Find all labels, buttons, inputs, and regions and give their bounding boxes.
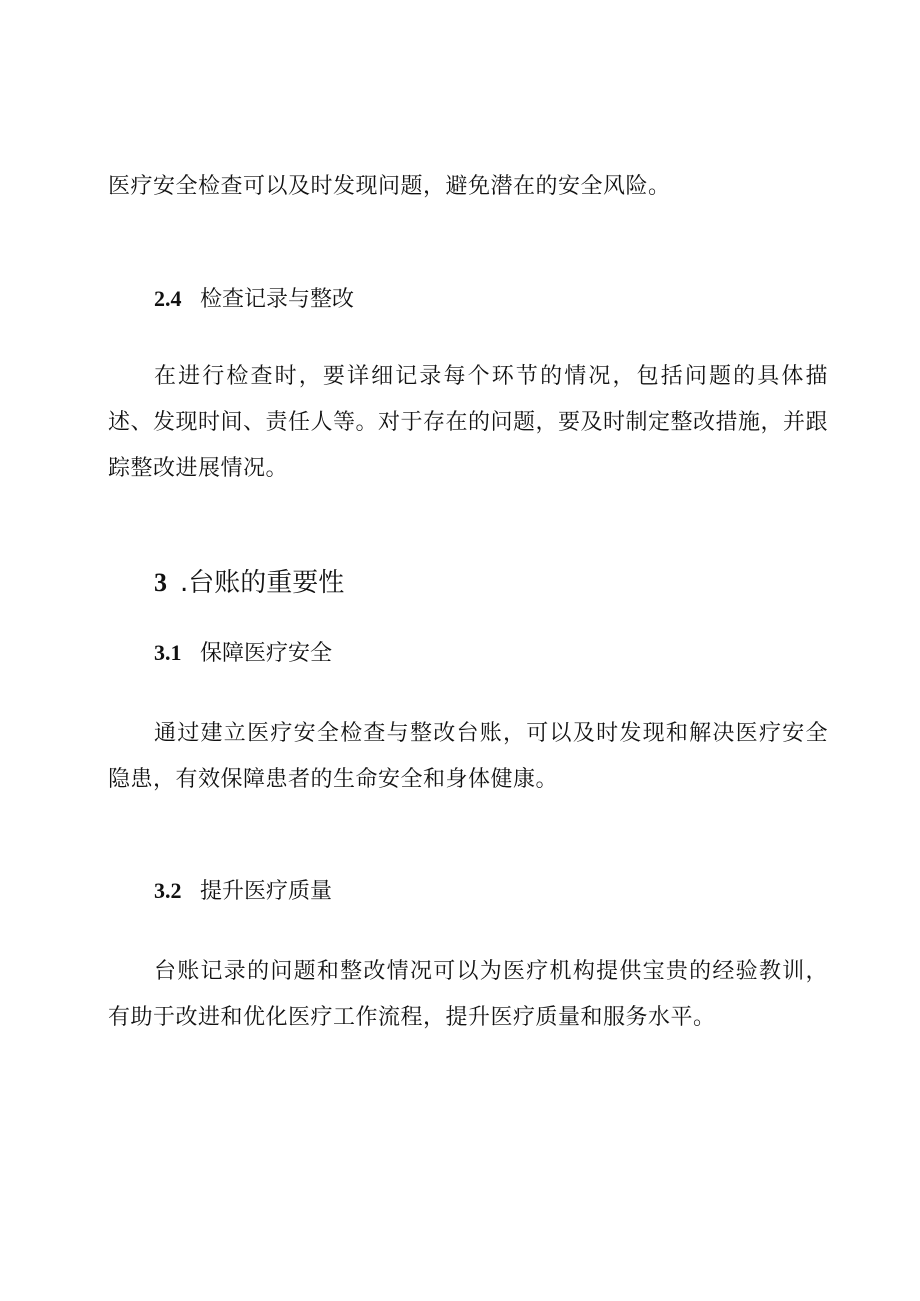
- section-number: 3.1: [154, 640, 182, 665]
- section-title: 检查记录与整改: [200, 287, 355, 312]
- section-title: 保障医疗安全: [200, 641, 333, 666]
- chapter-title: .台账的重要性: [180, 568, 345, 598]
- section-3-2-paragraph: 台账记录的问题和整改情况可以为医疗机构提供宝贵的经验教训，有助于改进和优化医疗工作流程，提升医疗质量和服务水平。: [108, 959, 828, 1030]
- section-3-1-heading: [108, 638, 828, 669]
- section-title: 提升医疗质量: [200, 879, 333, 904]
- chapter-number: 3: [154, 568, 167, 597]
- section-3-1-paragraph: 通过建立医疗安全检查与整改台账，可以及时发现和解决医疗安全隐患，有效保障患者的生命安全和身体健康。: [108, 721, 828, 792]
- section-3-heading: [108, 566, 828, 600]
- section-2-4-paragraph: 在进行检查时，要详细记录每个环节的情况，包括问题的具体描述、发现时间、责任人等。对于存在的问题，要及时制定整改措施，并跟踪整改进展情况。: [108, 364, 829, 481]
- section-3-2-heading: [108, 876, 828, 907]
- section-3-1-body: [108, 711, 828, 803]
- intro-block: [108, 164, 828, 210]
- section-2-4-body: [108, 354, 828, 492]
- section-2-4-heading: [108, 284, 828, 315]
- section-number: 3.2: [154, 878, 182, 903]
- section-number: 2.4: [154, 286, 182, 311]
- section-3-2-body: [108, 949, 828, 1041]
- intro-paragraph: 医疗安全检查可以及时发现问题，避免潜在的安全风险。: [108, 174, 671, 199]
